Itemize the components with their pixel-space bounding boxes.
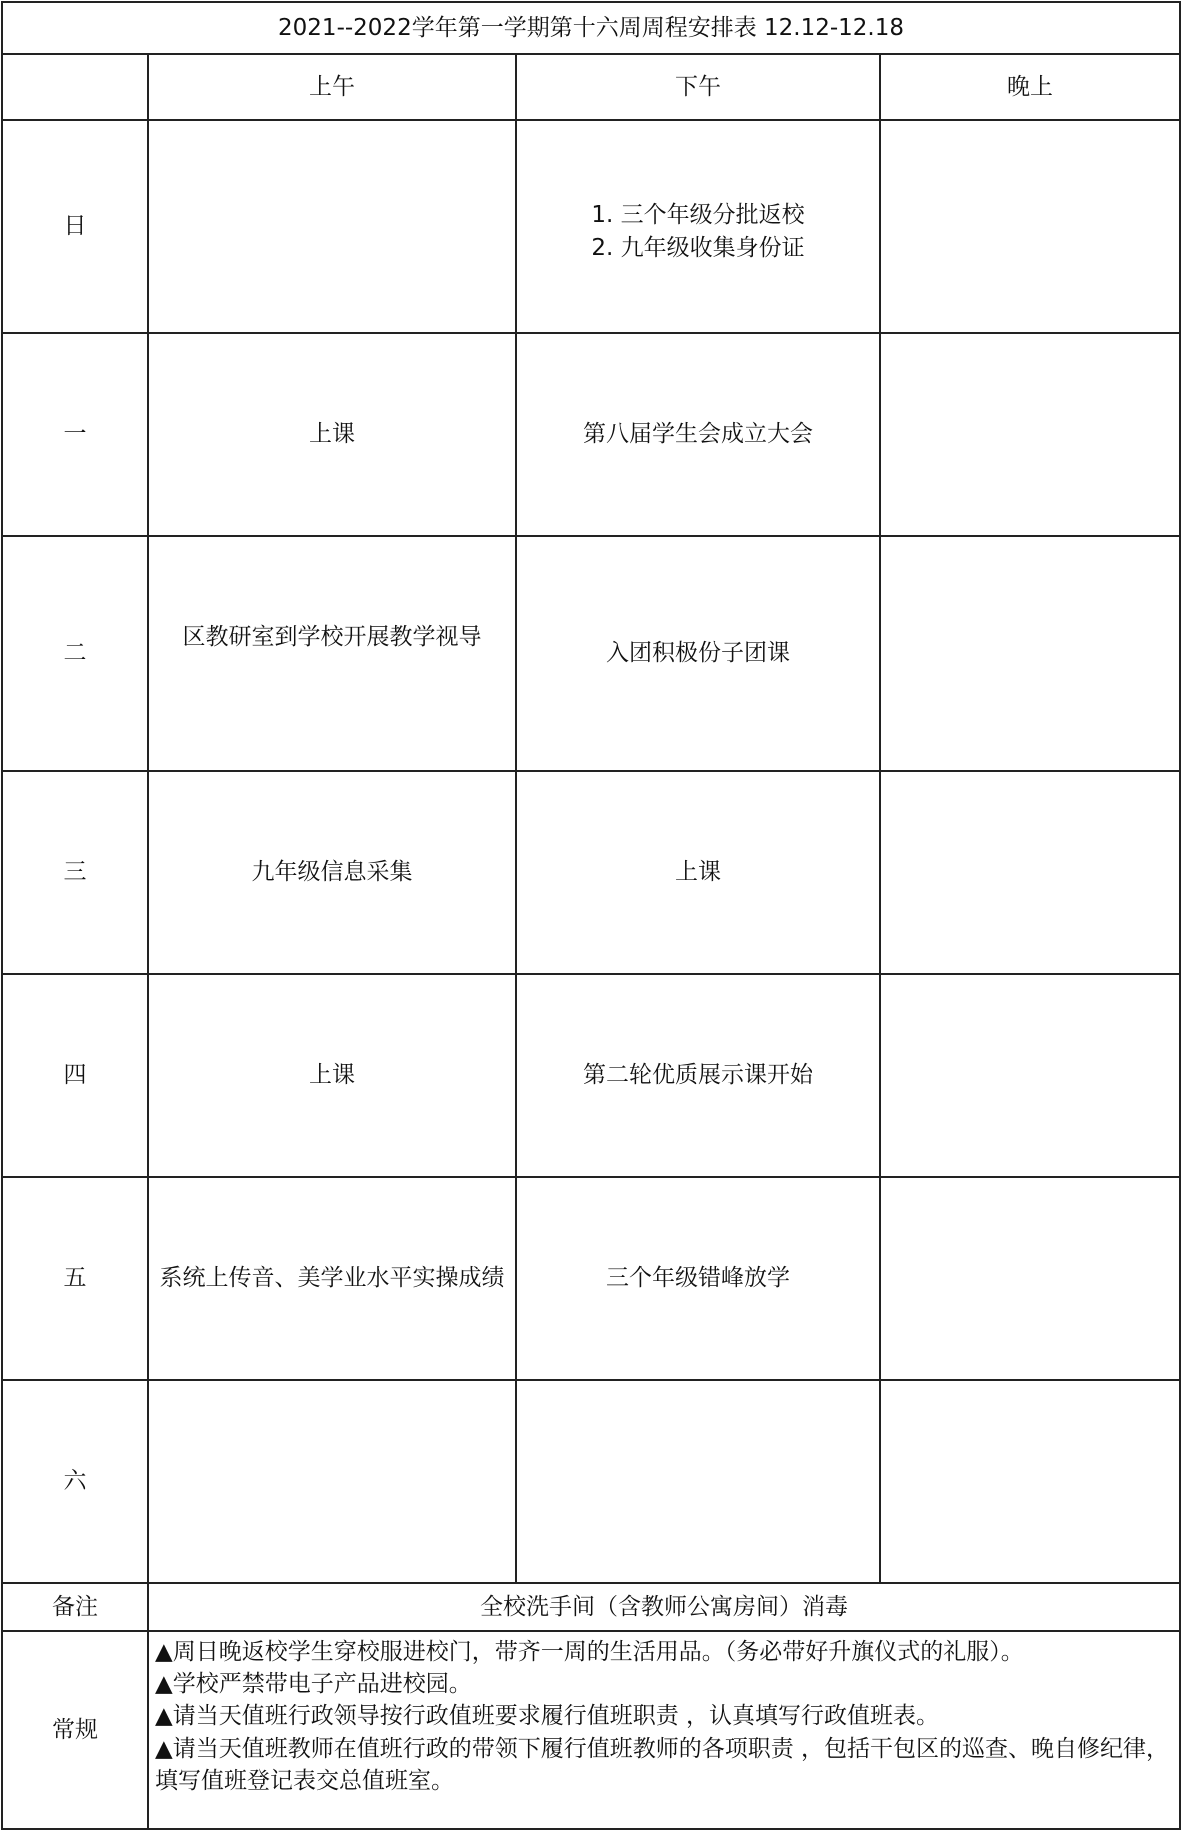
evening-cell bbox=[880, 536, 1180, 771]
afternoon-cell bbox=[516, 1177, 880, 1380]
title-row bbox=[2, 2, 1180, 54]
day-row-friday bbox=[2, 1177, 1180, 1380]
evening-cell bbox=[880, 1380, 1180, 1583]
rules-list bbox=[148, 1631, 1180, 1829]
notes-label: 备注 bbox=[2, 1583, 148, 1631]
day-label: 一 bbox=[2, 333, 148, 536]
day-label: 六 bbox=[2, 1380, 148, 1583]
day-row-monday bbox=[2, 333, 1180, 536]
cell-line: 第二轮优质展示课开始 bbox=[583, 1062, 813, 1089]
afternoon-cell bbox=[516, 333, 880, 536]
cell-line: 上课 bbox=[309, 1062, 355, 1089]
rules-label: 常规 bbox=[2, 1631, 148, 1829]
notes-text: 全校洗手间（含教师公寓房间）消毒 bbox=[148, 1583, 1180, 1631]
cell-line: 入团积极份子团课 bbox=[606, 640, 790, 667]
morning-cell bbox=[148, 120, 516, 333]
evening-cell bbox=[880, 333, 1180, 536]
day-label: 三 bbox=[2, 771, 148, 974]
afternoon-cell bbox=[516, 120, 880, 333]
evening-cell bbox=[880, 1177, 1180, 1380]
evening-cell bbox=[880, 974, 1180, 1177]
morning-cell bbox=[148, 974, 516, 1177]
evening-cell bbox=[880, 771, 1180, 974]
header-blank bbox=[2, 54, 148, 120]
cell-line: 上课 bbox=[675, 859, 721, 886]
day-label: 二 bbox=[2, 536, 148, 771]
cell-line: 三个年级错峰放学 bbox=[606, 1265, 790, 1292]
day-row-sunday bbox=[2, 120, 1180, 333]
day-label: 四 bbox=[2, 974, 148, 1177]
schedule-table bbox=[1, 1, 1181, 1830]
cell-line: 系统上传音、美学业水平实操成绩 bbox=[159, 1265, 505, 1292]
day-row-saturday bbox=[2, 1380, 1180, 1583]
morning-cell bbox=[148, 536, 516, 771]
cell-line: 区教研室到学校开展教学视导 bbox=[182, 624, 482, 651]
header-evening: 晚上 bbox=[880, 54, 1180, 120]
cell-line: 2. 九年级收集身份证 bbox=[591, 234, 805, 261]
day-row-thursday bbox=[2, 974, 1180, 1177]
afternoon-cell bbox=[516, 771, 880, 974]
afternoon-cell bbox=[516, 536, 880, 771]
notes-row bbox=[2, 1583, 1180, 1631]
day-row-tuesday bbox=[2, 536, 1180, 771]
rules-row bbox=[2, 1631, 1180, 1829]
rule-item: ▲请当天值班行政领导按行政值班要求履行值班职责 ，认真填写行政值班表。 bbox=[155, 1703, 939, 1730]
afternoon-cell bbox=[516, 1380, 880, 1583]
header-morning: 上午 bbox=[148, 54, 516, 120]
cell-line: 1. 三个年级分批返校 bbox=[591, 202, 805, 229]
day-label: 五 bbox=[2, 1177, 148, 1380]
morning-cell bbox=[148, 333, 516, 536]
schedule-title: 2021--2022学年第一学期第十六周周程安排表 12.12-12.18 bbox=[2, 2, 1180, 54]
morning-cell bbox=[148, 1380, 516, 1583]
header-afternoon: 下午 bbox=[516, 54, 880, 120]
cell-line: 九年级信息采集 bbox=[251, 859, 413, 886]
day-label: 日 bbox=[2, 120, 148, 333]
afternoon-cell bbox=[516, 974, 880, 1177]
day-row-wednesday bbox=[2, 771, 1180, 974]
rule-item: ▲学校严禁带电子产品进校园。 bbox=[155, 1671, 472, 1698]
rule-item: ▲请当天值班教师在值班行政的带领下履行值班教师的各项职责 ，包括干包区的巡查、晚自修纪律，填写值班登记表交总值班室。 bbox=[155, 1735, 1169, 1794]
cell-line: 上课 bbox=[309, 421, 355, 448]
evening-cell bbox=[880, 120, 1180, 333]
morning-cell bbox=[148, 771, 516, 974]
cell-line: 第八届学生会成立大会 bbox=[583, 421, 813, 448]
morning-cell bbox=[148, 1177, 516, 1380]
rule-item: ▲周日晚返校学生穿校服进校门，带齐一周的生活用品。（务必带好升旗仪式的礼服）。 bbox=[155, 1639, 1024, 1665]
header-row bbox=[2, 54, 1180, 120]
